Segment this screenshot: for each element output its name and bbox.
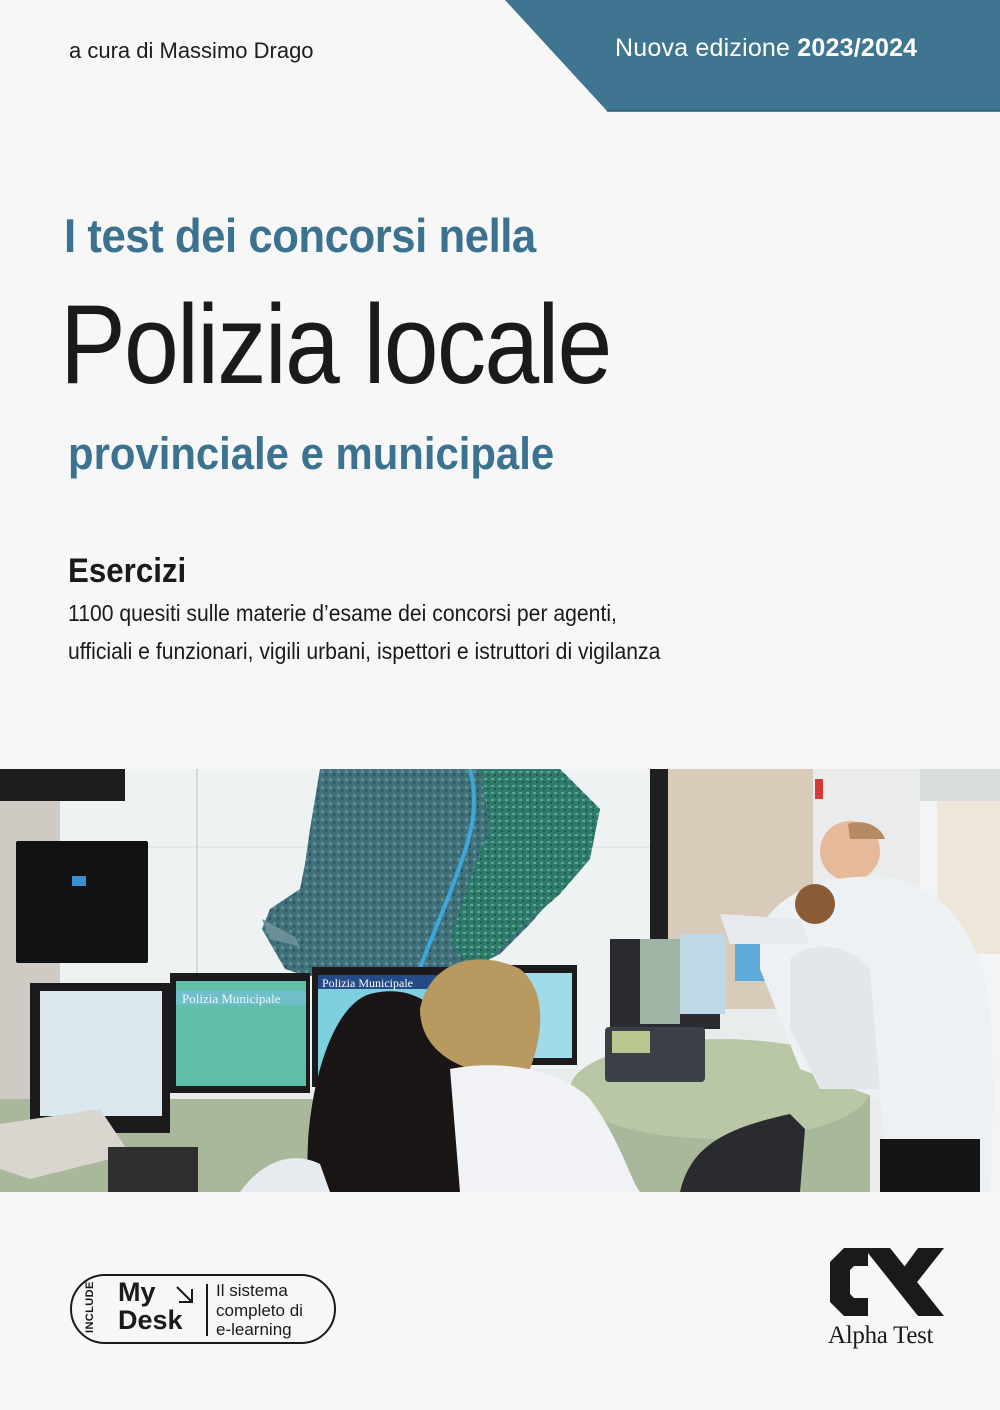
include-label: INCLUDE bbox=[84, 1281, 96, 1333]
svg-text:Polizia Municipale: Polizia Municipale bbox=[322, 976, 413, 990]
badge-text-line-1: Il sistema bbox=[216, 1281, 288, 1300]
svg-text:Polizia Municipale: Polizia Municipale bbox=[182, 991, 281, 1006]
badge-text-line-3: e-learning bbox=[216, 1320, 292, 1339]
cover-photo bbox=[0, 769, 1000, 1192]
edition-years: 2023/2024 bbox=[797, 34, 918, 62]
mydesk-badge bbox=[70, 1274, 336, 1344]
mydesk-brand-desk: Desk bbox=[118, 1305, 183, 1335]
curator-credit: a cura di Massimo Drago bbox=[69, 38, 314, 63]
main-title: Polizia locale bbox=[60, 282, 611, 407]
alpha-test-logo-icon bbox=[830, 1248, 944, 1316]
description-line-1: 1100 quesiti sulle materie d’esame dei concorsi per agenti, bbox=[68, 600, 617, 626]
mydesk-brand-my: My bbox=[118, 1277, 156, 1307]
section-label: Esercizi bbox=[68, 552, 187, 590]
badge-divider bbox=[206, 1284, 208, 1336]
description-line-2: ufficiali e funzionari, vigili urbani, ispettori e istruttori di vigilanza bbox=[68, 638, 661, 664]
publisher-name: Alpha Test bbox=[828, 1322, 934, 1349]
title-overline: I test dei concorsi nella bbox=[64, 209, 536, 262]
badge-description bbox=[216, 1281, 303, 1340]
arrow-down-right-icon bbox=[174, 1284, 196, 1306]
edition-label bbox=[615, 34, 917, 63]
title-subline: provinciale e municipale bbox=[68, 428, 555, 479]
edition-prefix: Nuova edizione bbox=[615, 34, 791, 62]
badge-text-line-2: completo di bbox=[216, 1300, 303, 1320]
